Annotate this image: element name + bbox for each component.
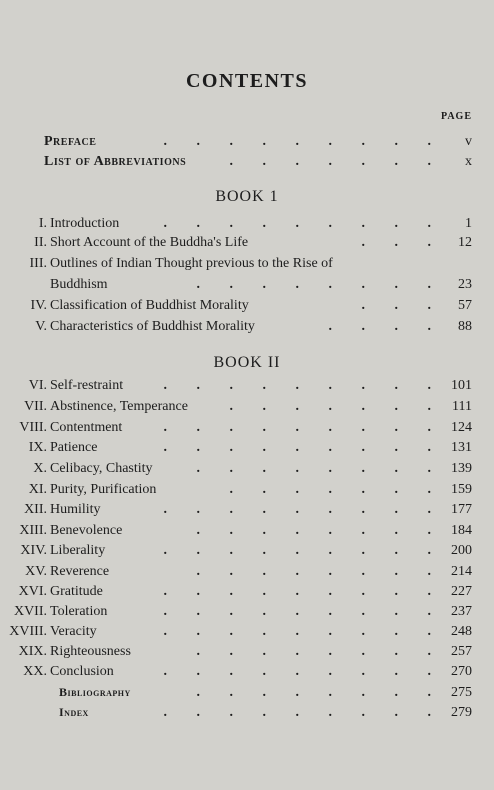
page-number: 227 (451, 584, 472, 599)
dot-leader: . . . . . . . . . (163, 705, 444, 720)
page-number: 177 (451, 502, 472, 517)
dot-leader: . . . . . . . . (196, 685, 444, 700)
chapter-number: XX. (23, 664, 47, 679)
page-number: 12 (458, 235, 472, 250)
dot-leader: . . . (361, 298, 444, 313)
chapter-number: IV. (30, 298, 47, 313)
toc-entry (0, 604, 494, 624)
toc-entry-bibliography (0, 685, 494, 705)
page-number: 23 (458, 277, 472, 292)
chapter-number: IX. (28, 440, 47, 455)
toc-entry (0, 584, 494, 604)
dot-leader: . . . . . . . . . (163, 440, 444, 455)
page-number: 237 (451, 604, 472, 619)
dot-leader: . . . (361, 235, 444, 250)
page-number: 279 (451, 705, 472, 720)
chapter-number: XVII. (13, 604, 47, 619)
page-column-header: PAGE (440, 111, 472, 122)
chapter-title: Liberality (50, 543, 106, 558)
chapter-number: III. (29, 256, 47, 271)
chapter-title: Conclusion (50, 664, 114, 679)
book-heading: BOOK II (213, 354, 281, 371)
dot-leader: . . . . . . . . . (163, 134, 444, 149)
chapter-title: Humility (50, 502, 101, 517)
chapter-title: Toleration (50, 604, 108, 619)
page-number: 248 (451, 624, 472, 639)
toc-entry-index (0, 705, 494, 725)
page-number: 159 (451, 482, 472, 497)
chapter-title: Classification of Buddhist Morality (50, 298, 249, 313)
toc-entry (0, 644, 494, 664)
dot-leader: . . . . . . . (229, 154, 444, 169)
toc-entry (0, 319, 494, 339)
dot-leader: . . . . . . . (229, 399, 444, 414)
page-number: 214 (451, 564, 472, 579)
page-number: 275 (451, 685, 472, 700)
chapter-title: Veracity (50, 624, 97, 639)
dot-leader: . . . . . . . . . (163, 584, 444, 599)
toc-entry (0, 216, 494, 236)
page-number: v (465, 134, 472, 149)
chapter-title: Outlines of Indian Thought previous to the Rise of (50, 256, 333, 271)
toc-entry (0, 277, 494, 297)
chapter-title: Contentment (50, 420, 123, 435)
toc-entry (0, 440, 494, 460)
chapter-number: XV. (25, 564, 47, 579)
chapter-title: Benevolence (50, 523, 123, 538)
chapter-title: Righteousness (50, 644, 131, 659)
chapter-title: Introduction (50, 216, 120, 231)
chapter-number: I. (38, 216, 47, 231)
page-title: CONTENTS (185, 70, 309, 92)
chapter-title: Short Account of the Buddha's Life (50, 235, 249, 250)
chapter-number: VI. (28, 378, 47, 393)
chapter-number: X. (33, 461, 47, 476)
entry-title: Bibliography (59, 685, 131, 699)
dot-leader: . . . . . . . . . (163, 502, 444, 517)
page-number: 184 (451, 523, 472, 538)
chapter-title: Patience (50, 440, 98, 455)
dot-leader: . . . . (328, 319, 444, 334)
chapter-number: XIII. (19, 523, 47, 538)
chapter-number: XIX. (18, 644, 47, 659)
page-number: 131 (451, 440, 472, 455)
dot-leader: . . . . . . . . (196, 523, 444, 538)
chapter-number: V. (35, 319, 47, 334)
dot-leader: . . . . . . . . . (163, 664, 444, 679)
chapter-title: Abstinence, Temperance (50, 399, 188, 414)
chapter-title: Gratitude (50, 584, 103, 599)
page-number: 139 (451, 461, 472, 476)
toc-entry (0, 482, 494, 502)
chapter-title: Buddhism (50, 277, 108, 292)
dot-leader: . . . . . . . . (196, 461, 444, 476)
dot-leader: . . . . . . . (229, 482, 444, 497)
toc-entry (0, 564, 494, 584)
dot-leader: . . . . . . . . . (163, 420, 444, 435)
page-number: x (465, 154, 472, 169)
chapter-number: XI. (28, 482, 47, 497)
chapter-title: Self-restraint (50, 378, 124, 393)
dot-leader: . . . . . . . . . (163, 378, 444, 393)
page-number: 88 (458, 319, 472, 334)
entry-title: Index (59, 705, 89, 719)
chapter-number: VII. (24, 399, 47, 414)
dot-leader: . . . . . . . . . (163, 604, 444, 619)
toc-entry (0, 235, 494, 255)
toc-entry (0, 624, 494, 644)
toc-entry (0, 298, 494, 318)
toc-entry (0, 420, 494, 440)
toc-entry (0, 256, 494, 276)
toc-entry (0, 461, 494, 481)
page-number: 200 (451, 543, 472, 558)
dot-leader: . . . . . . . . . (163, 624, 444, 639)
dot-leader: . . . . . . . . (196, 564, 444, 579)
chapter-number: VIII. (19, 420, 47, 435)
toc-entry (0, 664, 494, 684)
dot-leader: . . . . . . . . (196, 644, 444, 659)
toc-entry (0, 399, 494, 419)
chapter-number: XII. (24, 502, 47, 517)
chapter-number: II. (34, 235, 47, 250)
chapter-title: Characteristics of Buddhist Morality (50, 319, 255, 334)
chapter-title: Purity, Purification (50, 482, 157, 497)
dot-leader: . . . . . . . . . (163, 543, 444, 558)
toc-entry (0, 543, 494, 563)
toc-entry (0, 502, 494, 522)
entry-title: List of Abbreviations (44, 154, 187, 169)
page-number: 257 (451, 644, 472, 659)
toc-entry (0, 523, 494, 543)
page-number: 124 (451, 420, 472, 435)
entry-title: Preface (44, 134, 97, 149)
dot-leader: . . . . . . . . . (163, 216, 444, 231)
chapter-title: Celibacy, Chastity (50, 461, 153, 476)
page-number: 270 (451, 664, 472, 679)
toc-entry (0, 378, 494, 398)
chapter-title: Reverence (50, 564, 110, 579)
chapter-number: XVI. (18, 584, 47, 599)
page-number: 111 (452, 399, 472, 414)
toc-entry-preface (0, 134, 494, 154)
dot-leader: . . . . . . . . (196, 277, 444, 292)
page-number: 57 (458, 298, 472, 313)
page-number: 101 (451, 378, 472, 393)
toc-entry-abbreviations (0, 154, 494, 174)
book-heading: BOOK 1 (215, 188, 279, 205)
chapter-number: XIV. (20, 543, 47, 558)
page-number: 1 (465, 216, 472, 231)
chapter-number: XVIII. (9, 624, 47, 639)
